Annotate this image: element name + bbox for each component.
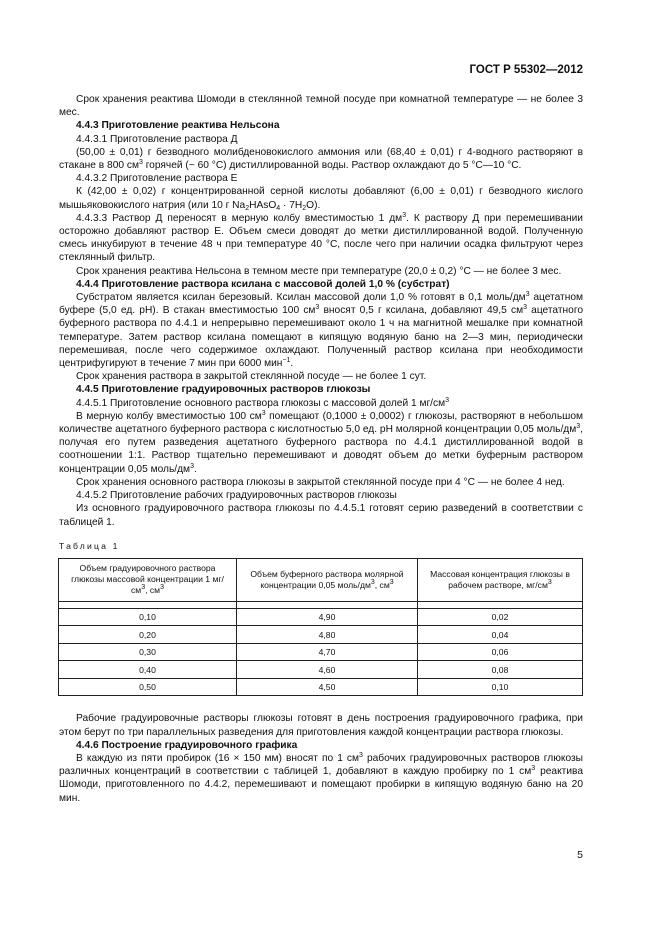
paragraph bbox=[59, 476, 583, 489]
section-heading bbox=[59, 383, 583, 396]
table-cell: 0,10 bbox=[59, 608, 237, 626]
paragraph bbox=[59, 752, 583, 805]
table-cell: 0,30 bbox=[59, 643, 237, 661]
superscript: 3 bbox=[576, 423, 581, 431]
glucose-dilution-table bbox=[58, 558, 583, 697]
text-run: 4.4.3 Приготовление реактива Нельсона bbox=[76, 120, 280, 132]
superscript: 3 bbox=[445, 396, 450, 404]
text-run: ацетатного буферного раствора по 4.4.1 и непрерывно перемешивают около 1 ч на магнитной мешалке при комнатной температуре. Затем раствор ксилана помещают в кипящую водяную баню на 2—3 мин, периодически перемешивая, после чего содержимое охлаждают. Полученный раствор ксилана при необходимости центрифугируют в течение 7 мин при 6000 мин bbox=[59, 305, 583, 370]
table-cell: 0,40 bbox=[59, 661, 237, 679]
subscript: 2 bbox=[302, 204, 307, 212]
text-run: 4.4.5.1 Приготовление основного раствора глюкозы с массовой долей 1 мг/см bbox=[76, 397, 446, 409]
paragraph bbox=[59, 489, 583, 502]
text-run: . К раствору Д при перемешивании осторожно добавляют раствор Е. Объем смеси доводят до метки дистиллированной водой. Полученную смесь инкубируют в течение 48 ч при температуре 40 °С, после чего при наличии осадка фильтруют через стеклянный фильтр. bbox=[59, 212, 583, 264]
text-run: HAsO bbox=[249, 199, 277, 211]
section-heading bbox=[59, 278, 583, 291]
text-run: Срок хранения реактива Нельсона в темном месте при температуре (20,0 ± 0,2) °С — не более 3 мес. bbox=[76, 265, 562, 277]
paragraph bbox=[59, 146, 583, 172]
paragraph bbox=[59, 410, 583, 476]
superscript: 3 bbox=[547, 578, 552, 586]
text-run: , получая его путем разведения ацетатного буферного раствора по 4.4.1 дистиллированной водой в соотношении 1:1. Раствор тщательно перемешивают и доводят объем до метки буферным раствором концентрации 0,05 моль/дм bbox=[59, 424, 583, 475]
superscript: 3 bbox=[141, 584, 146, 592]
text-run: 4.4.5.2 Приготовление рабочих градуировочных растворов глюкозы bbox=[76, 490, 397, 502]
text-run: 4.4.4 Приготовление раствора ксилана с массовой долей 1,0 % (субстрат) bbox=[76, 278, 450, 290]
table-cell: 0,08 bbox=[418, 661, 583, 679]
text-run: В каждую из пяти пробирок (16 × 150 мм) вносят по 1 см bbox=[76, 753, 360, 765]
text-run: В мерную колбу вместимостью 100 см bbox=[76, 410, 262, 422]
superscript: 3 bbox=[370, 578, 375, 586]
text-run: рабочих градуировочных растворов глюкозы различных концентраций в соответствии с таблицей 1, добавляют в каждую пробирку по 1 см bbox=[59, 753, 583, 778]
text-run: 4.4.5 Приготовление градуировочных растворов глюкозы bbox=[76, 384, 371, 396]
text-run: 4.4.3.2 Приготовление раствора Е bbox=[76, 173, 238, 185]
text-run: Срок хранения основного раствора глюкозы в закрытой стеклянной посуде при 4 °С — не более 4 нед. bbox=[76, 476, 565, 488]
paragraph bbox=[59, 397, 583, 410]
paragraph bbox=[59, 370, 583, 383]
text-run: Срок хранения раствора в закрытой стеклянной посуде — не более 1 сут. bbox=[76, 371, 427, 383]
section-heading bbox=[59, 119, 583, 132]
table-row bbox=[59, 643, 583, 661]
table-cell: 4,90 bbox=[237, 608, 418, 626]
table-cell: 0,06 bbox=[418, 643, 583, 661]
table-cell: 4,50 bbox=[237, 678, 418, 696]
section-heading bbox=[59, 739, 583, 752]
superscript: 3 bbox=[531, 765, 536, 773]
text-run: горячей (~ 60 °С) дистиллированной воды. Раствор охлаждают до 5 °С—10 °С. bbox=[142, 160, 522, 172]
text-run: , см bbox=[374, 579, 390, 590]
text-run: К (42,00 ± 0,02) г концентрированной серной кислоты добавляют (6,00 ± 0,01) г безводного кислого мышьяковокислого натрия (или 10 г Na bbox=[59, 186, 583, 211]
text-run: O). bbox=[306, 199, 321, 211]
table-cell: 4,60 bbox=[237, 661, 418, 679]
paragraph bbox=[59, 291, 583, 370]
text-run: Срок хранения реактива Шомоди в стеклянной темной посуде при комнатной температуре — не более 3 мес. bbox=[59, 94, 583, 119]
text-run: . bbox=[193, 463, 197, 475]
subscript: 2 bbox=[245, 204, 250, 212]
table-cell: 0,04 bbox=[418, 626, 583, 644]
table-header-cell bbox=[418, 558, 583, 601]
table-row bbox=[59, 661, 583, 679]
table-cell: 4,70 bbox=[237, 643, 418, 661]
text-run: · 7H bbox=[280, 199, 303, 211]
text-run: Рабочие градуировочные растворы глюкозы готовят в день построения градуировочного графика, при этом берут по три параллельных разведения для приготовления каждой концентрации раствора глюкозы. bbox=[59, 713, 583, 738]
table-row bbox=[59, 608, 583, 626]
text-run: (50,00 ± 0,01) г безводного молибденовокислого аммония или (68,40 ± 0,01) г 4-водного растворяют в стакане в 800 см bbox=[59, 146, 583, 172]
table-header-row bbox=[59, 558, 583, 601]
text-run: Из основного градуировочного раствора глюкозы по 4.4.5.1 готовят серию разведений в соответствии с таблицей 1. bbox=[59, 503, 583, 528]
superscript: 3 bbox=[402, 211, 407, 219]
text-section-after-table bbox=[59, 712, 583, 804]
table-row bbox=[59, 678, 583, 696]
paragraph bbox=[59, 93, 583, 119]
table-caption: Таблица 1 bbox=[59, 540, 120, 551]
text-run: 4.4.3.1 Приготовление раствора Д bbox=[76, 133, 238, 145]
paragraph bbox=[59, 212, 583, 265]
paragraph bbox=[59, 712, 583, 738]
table-cell: 4,80 bbox=[237, 626, 418, 644]
paragraph bbox=[59, 185, 583, 211]
table-header-cell bbox=[59, 558, 237, 601]
page-number: 5 bbox=[577, 849, 583, 861]
table-cell: 0,10 bbox=[418, 678, 583, 696]
superscript: 3 bbox=[525, 291, 530, 299]
superscript: 3 bbox=[359, 752, 363, 760]
paragraph bbox=[59, 502, 583, 528]
subscript: 4 bbox=[276, 204, 281, 212]
paragraph bbox=[59, 265, 583, 278]
superscript: 3 bbox=[190, 462, 194, 470]
text-run: Субстратом является ксилан березовый. Ксилан массовой доли 1,0 % готовят в 0,1 моль/дм bbox=[76, 292, 526, 304]
text-run: помещают (0,1000 ± 0,0002) г глюкозы, растворяют в небольшом количестве ацетатного буферного раствора с кислотностью 5,0 ед. рН молярной концентрации 0,05 моль/дм bbox=[59, 410, 583, 436]
superscript: 3 bbox=[261, 409, 266, 417]
superscript: 3 bbox=[523, 304, 527, 312]
page-body bbox=[59, 93, 583, 805]
text-run: 4.4.6 Построение градуировочного графика bbox=[76, 739, 298, 751]
text-run: . bbox=[290, 358, 294, 370]
text-run: Объем буферного раствора молярной концентрации 0,05 моль/дм bbox=[250, 568, 404, 590]
text-run: реактива Шомоди, приготовленного по 4.4.2, перемешивают и помещают пробирки в кипящую водяную баню на 20 мин. bbox=[59, 766, 583, 804]
table-header-cell bbox=[237, 558, 418, 601]
table-cell: 0,50 bbox=[59, 678, 237, 696]
text-run: 4.4.3.3 Раствор Д переносят в мерную колбу вместимостью 1 дм bbox=[76, 212, 403, 224]
paragraph bbox=[59, 133, 583, 146]
superscript: 3 bbox=[315, 304, 320, 312]
table-cell: 0,20 bbox=[59, 626, 237, 644]
paragraph bbox=[59, 172, 583, 185]
table-row bbox=[59, 626, 583, 644]
superscript: 3 bbox=[138, 159, 143, 167]
document-id: ГОСТ Р 55302—2012 bbox=[469, 64, 583, 76]
superscript: 3 bbox=[160, 584, 164, 592]
text-run: Массовая концентрация глюкозы в рабочем растворе, мг/см bbox=[430, 568, 570, 590]
superscript: −1 bbox=[282, 357, 291, 365]
text-run: ацетатном буфере (5,0 ед. рН). В стакан вместимостью 100 см bbox=[59, 292, 584, 317]
text-section-before-table bbox=[59, 93, 583, 529]
text-run: вносят 0,5 г ксилана, добавляют 49,5 см bbox=[319, 305, 524, 317]
table-spacer-row bbox=[59, 601, 583, 608]
text-run: Объем градуировочного раствора глюкозы массовой концентрации 1 мг/см bbox=[71, 563, 224, 596]
text-run: , см bbox=[145, 585, 161, 596]
table-cell: 0,02 bbox=[418, 608, 583, 626]
superscript: 3 bbox=[389, 578, 394, 586]
